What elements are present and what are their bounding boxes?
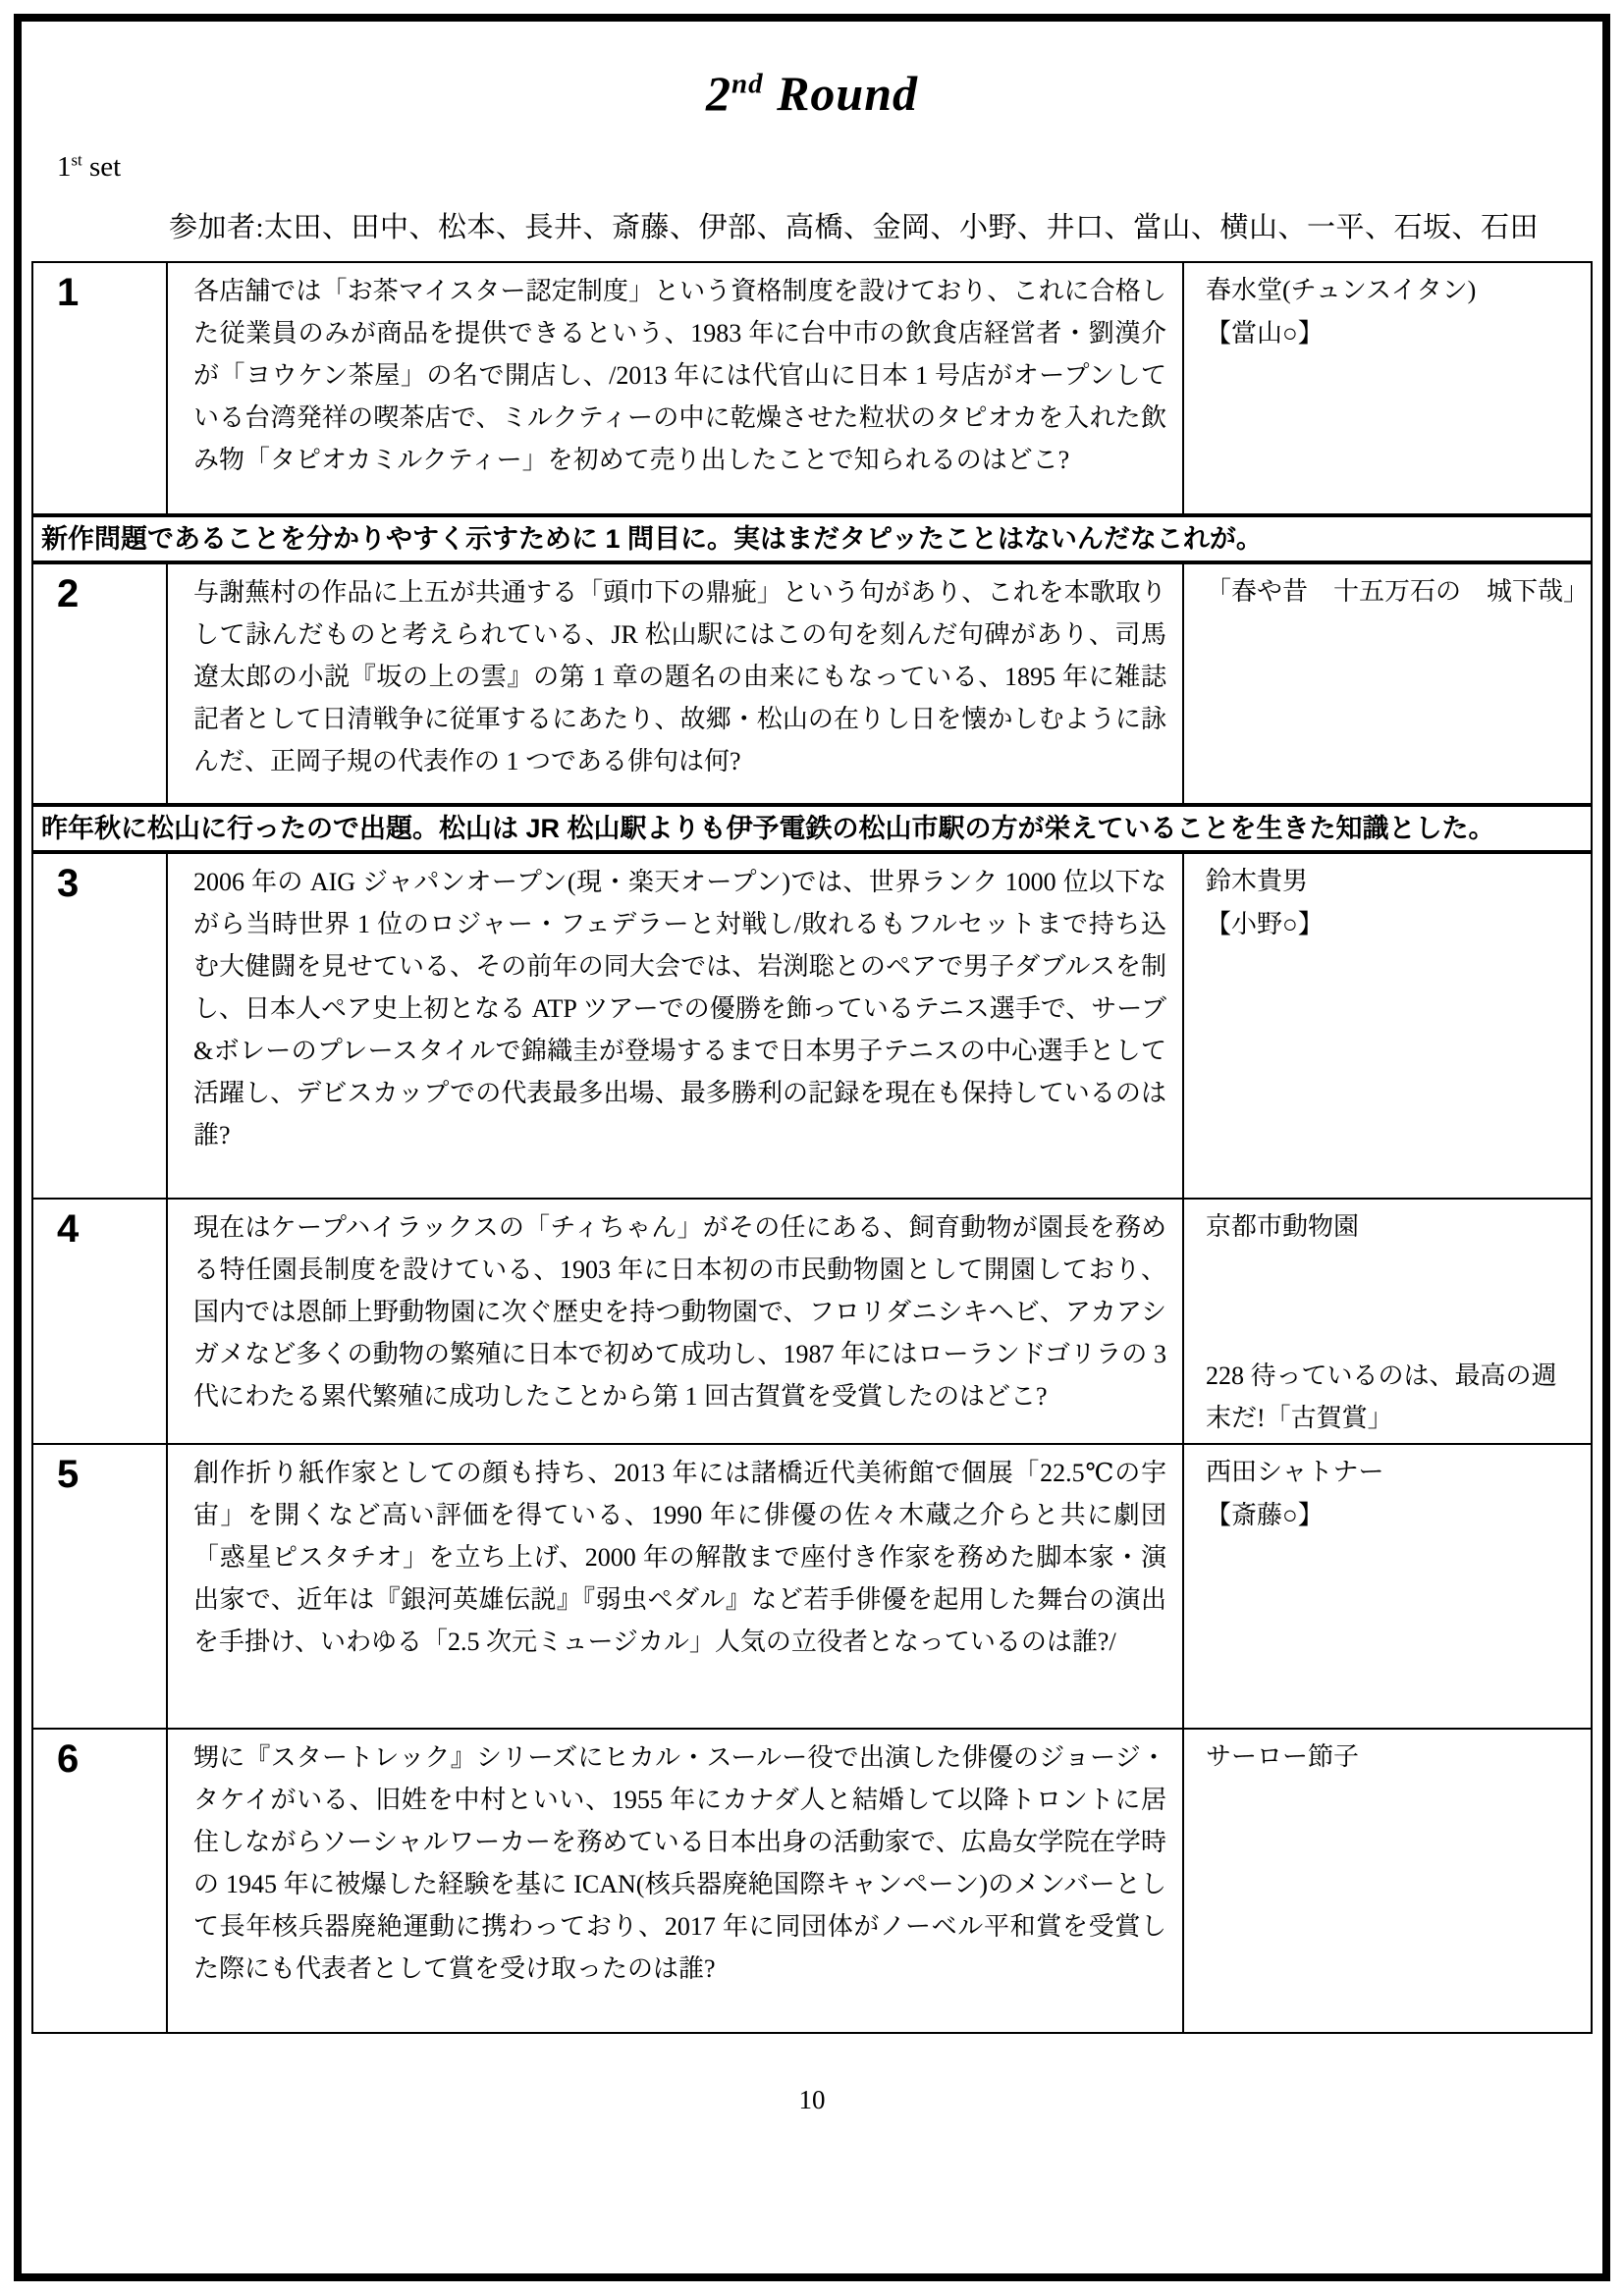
question-number: 5 bbox=[32, 1444, 167, 1729]
comment-text: 新作問題であることを分かりやすく示すために 1 問目に。実はまだタピッたことはないんだなこれが。 bbox=[32, 515, 1592, 562]
question-row-6 bbox=[32, 1729, 1592, 2033]
question-row-4 bbox=[32, 1199, 1592, 1444]
question-number: 3 bbox=[32, 852, 167, 1199]
quiz-table bbox=[31, 261, 1593, 2034]
round-title bbox=[31, 65, 1593, 122]
question-number: 2 bbox=[32, 562, 167, 805]
question-number: 6 bbox=[32, 1729, 167, 2033]
question-text: 現在はケープハイラックスの「チィちゃん」がその任にある、飼育動物が園長を務める特任園長制度を設けている、1903 年に日本初の市民動物園として開園しており、国内では恩師上野動物園に次ぐ歴史を持つ動物園で、フロリダニシキヘビ、アカアシガメなど多くの動物の繁殖に日本で初めて成功し、1987 年にはローランドゴリラの 3 代にわたる累代繁殖に成功したことから第 1 回古賀賞を受賞したのはどこ? bbox=[167, 1199, 1183, 1444]
comment-text: 昨年秋に松山に行ったので出題。松山は JR 松山駅よりも伊予電鉄の松山市駅の方が栄えていることを生きた知識とした。 bbox=[32, 805, 1592, 852]
answer-cell bbox=[1183, 562, 1592, 805]
question-row-1 bbox=[32, 262, 1592, 515]
question-text: 2006 年の AIG ジャパンオープン(現・楽天オープン)では、世界ランク 1000 位以下ながら当時世界 1 位のロジャー・フェデラーと対戦し/敗れるもフルセットまで持ち込む大健闘を見せている、その前年の同大会では、岩渕聡とのペアで男子ダブルスを制し、日本人ペア史上初となる ATP ツアーでの優勝を飾っているテニス選手で、サーブ&ボレーのプレースタイルで錦織圭が登場するまで日本男子テニスの中心選手として活躍し、デビスカップでの代表最多出場、最多勝利の記録を現在も保持しているのは誰? bbox=[167, 852, 1183, 1199]
page-number: 10 bbox=[798, 2085, 826, 2114]
answer-cell bbox=[1183, 1199, 1592, 1444]
answer-cell bbox=[1183, 1729, 1592, 2033]
answer-cell bbox=[1183, 262, 1592, 515]
question-row-2 bbox=[32, 562, 1592, 805]
round-title-word: Round bbox=[763, 66, 919, 121]
question-text: 各店舗では「お茶マイスター認定制度」という資格制度を設けており、これに合格した従業員のみが商品を提供できるという、1983 年に台中市の飲食店経営者・劉漢介が「ヨウケン茶屋」の名で開店し、/2013 年には代官山に日本 1 号店がオープンしている台湾発祥の喫茶店で、ミルクティーの中に乾燥させた粒状のタピオカを入れた飲み物「タピオカミルクティー」を初めて売り出したことで知られるのはどこ? bbox=[167, 262, 1183, 515]
participants-line: 参加者:太田、田中、松本、長井、斎藤、伊部、高橋、金岡、小野、井口、當山、横山、一平、石坂、石田 bbox=[169, 212, 1540, 243]
answer-cell bbox=[1183, 852, 1592, 1199]
question-row-5 bbox=[32, 1444, 1592, 1729]
question-number: 1 bbox=[32, 262, 167, 515]
answer-winner-marker: 【當山○】 bbox=[1206, 319, 1324, 347]
question-number: 4 bbox=[32, 1199, 167, 1444]
set-word: set bbox=[81, 151, 122, 183]
answer-text: 京都市動物園 bbox=[1206, 1212, 1360, 1241]
question-text: 創作折り紙作家としての顔も持ち、2013 年には諸橋近代美術館で個展「22.5℃の宇宙」を開くなど高い評価を得ている、1990 年に俳優の佐々木蔵之介らと共に劇団「惑星ピスタチオ」を立ち上げ、2000 年の解散まで座付き作家を務めた脚本家・演出家で、近年は『銀河英雄伝説』『弱虫ペダル』など若手俳優を起用した舞台の演出を手掛け、いわゆる「2.5 次元ミュージカル」人気の立役者となっているのは誰?/ bbox=[167, 1444, 1183, 1729]
answer-text: 鈴木貴男 bbox=[1206, 867, 1309, 895]
answer-text: サーロー節子 bbox=[1206, 1742, 1360, 1771]
question-text: 与謝蕪村の作品に上五が共通する「頭巾下の鼎疵」という句があり、これを本歌取りして詠んだものと考えられている、JR 松山駅にはこの句を刻んだ句碑があり、司馬遼太郎の小説『坂の上の雲』の第 1 章の題名の由来にもなっている、1895 年に雑誌記者として日清戦争に従軍するにあたり、故郷・松山の在りし日を懐かしむように詠んだ、正岡子規の代表作の 1 つである俳句は何? bbox=[167, 562, 1183, 805]
set-number: 1 bbox=[57, 151, 72, 183]
answer-text: 春水堂(チュンスイタン) bbox=[1206, 276, 1477, 304]
comment-row-1 bbox=[32, 515, 1592, 562]
answer-winner-marker: 【小野○】 bbox=[1206, 910, 1324, 938]
set-ordinal: st bbox=[71, 150, 82, 170]
page-border-frame bbox=[14, 14, 1610, 2281]
answer-text: 「春や昔 十五万石の 城下哉」 bbox=[1206, 577, 1590, 606]
set-label bbox=[57, 151, 1593, 184]
answer-winner-marker: 【斎藤○】 bbox=[1206, 1501, 1324, 1529]
round-title-ordinal: nd bbox=[731, 68, 764, 100]
answer-text: 西田シャトナー bbox=[1206, 1458, 1384, 1486]
round-title-number: 2 bbox=[705, 66, 731, 121]
answer-note: 228 待っているのは、最高の週末だ!「古賀賞」 bbox=[1206, 1362, 1557, 1432]
comment-row-2 bbox=[32, 805, 1592, 852]
answer-cell bbox=[1183, 1444, 1592, 1729]
question-row-3 bbox=[32, 852, 1592, 1199]
question-text: 甥に『スタートレック』シリーズにヒカル・スールー役で出演した俳優のジョージ・タケイがいる、旧姓を中村といい、1955 年にカナダ人と結婚して以降トロントに居住しながらソーシャルワーカーを務めている日本出身の活動家で、広島女学院在学時の 1945 年に被爆した経験を基に ICAN(核兵器廃絶国際キャンペーン)のメンバーとして長年核兵器廃絶運動に携わっており、2017 年に同団体がノーベル平和賞を受賞した際にも代表者として賞を受け取ったのは誰? bbox=[167, 1729, 1183, 2033]
